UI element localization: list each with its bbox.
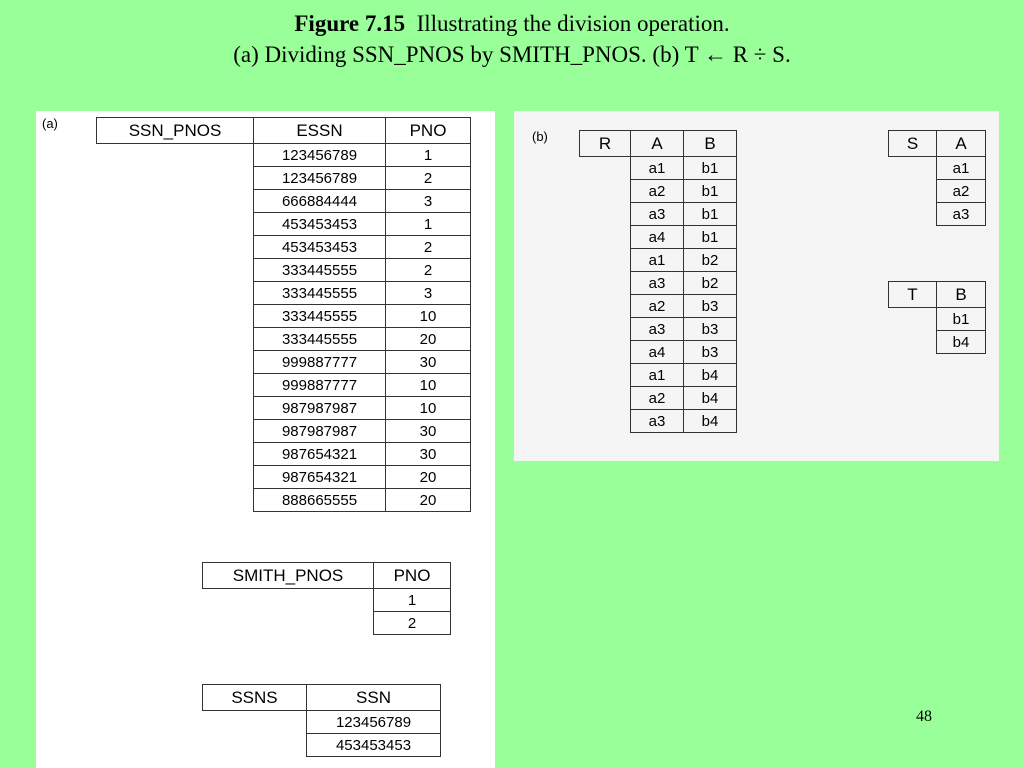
ssn-pnos-cell: 999887777 (254, 374, 386, 397)
r-row (580, 387, 737, 410)
blank-cell (97, 489, 254, 512)
blank-cell (580, 364, 631, 387)
smith-pnos-column-header: PNO (374, 563, 451, 589)
s-column-header: A (937, 131, 986, 157)
ssn-pnos-cell: 888665555 (254, 489, 386, 512)
r-row (580, 226, 737, 249)
r-row (580, 410, 737, 433)
r-cell: a3 (631, 410, 684, 433)
r-cell: b4 (684, 387, 737, 410)
ssn-pnos-cell: 10 (386, 374, 471, 397)
r-cell: b1 (684, 203, 737, 226)
s-relation-name: S (889, 131, 937, 157)
smith-pnos-table (202, 562, 451, 635)
blank-cell (203, 711, 307, 734)
t-cell: b1 (937, 308, 986, 331)
blank-cell (97, 466, 254, 489)
ssn-pnos-row (97, 466, 471, 489)
blank-cell (580, 387, 631, 410)
ssns-header-row (203, 685, 441, 711)
r-cell: b3 (684, 318, 737, 341)
r-cell: a2 (631, 180, 684, 203)
blank-cell (97, 374, 254, 397)
figure-panel-a (36, 111, 495, 768)
page-number: 48 (916, 708, 932, 725)
ssn-pnos-row (97, 443, 471, 466)
s-row (889, 203, 986, 226)
ssns-cell: 453453453 (307, 734, 441, 757)
figure-number: Figure 7.15 (294, 11, 406, 36)
ssn-pnos-cell: 2 (386, 167, 471, 190)
ssn-pnos-cell: 987654321 (254, 443, 386, 466)
s-cell: a3 (937, 203, 986, 226)
blank-cell (97, 259, 254, 282)
r-cell: a1 (631, 364, 684, 387)
r-cell: a3 (631, 272, 684, 295)
s-table (888, 130, 986, 226)
ssn-pnos-row (97, 236, 471, 259)
blank-cell (97, 213, 254, 236)
ssn-pnos-row (97, 282, 471, 305)
blank-cell (97, 144, 254, 167)
blank-cell (203, 734, 307, 757)
blank-cell (580, 203, 631, 226)
ssn-pnos-cell: 999887777 (254, 351, 386, 374)
title-line-1 (0, 8, 1024, 39)
r-cell: b2 (684, 249, 737, 272)
r-row (580, 364, 737, 387)
r-cell: b1 (684, 180, 737, 203)
r-table (579, 130, 737, 433)
ssn-pnos-cell: 1 (386, 144, 471, 167)
blank-cell (889, 180, 937, 203)
blank-cell (889, 308, 937, 331)
t-cell: b4 (937, 331, 986, 354)
t-column-header: B (937, 282, 986, 308)
ssn-pnos-cell: 2 (386, 259, 471, 282)
ssn-pnos-cell: 987654321 (254, 466, 386, 489)
ssn-pnos-row (97, 351, 471, 374)
ssns-row (203, 734, 441, 757)
blank-cell (580, 249, 631, 272)
ssn-pnos-cell: 333445555 (254, 259, 386, 282)
title-line-2: (a) Dividing SSN_PNOS by SMITH_PNOS. (b) T ← R ÷ S. (233, 42, 791, 67)
ssn-pnos-row (97, 397, 471, 420)
r-cell: b4 (684, 364, 737, 387)
r-column-header: A (631, 131, 684, 157)
blank-cell (97, 190, 254, 213)
r-cell: b1 (684, 226, 737, 249)
ssns-relation-name: SSNS (203, 685, 307, 711)
ssns-column-header: SSN (307, 685, 441, 711)
s-header-row (889, 131, 986, 157)
smith-pnos-row (203, 589, 451, 612)
t-table (888, 281, 986, 354)
t-row (889, 331, 986, 354)
blank-cell (97, 351, 254, 374)
blank-cell (97, 328, 254, 351)
smith-pnos-relation-name: SMITH_PNOS (203, 563, 374, 589)
ssn-pnos-row (97, 190, 471, 213)
ssn-pnos-cell: 30 (386, 443, 471, 466)
blank-cell (203, 612, 374, 635)
smith-pnos-header-row (203, 563, 451, 589)
r-cell: a4 (631, 341, 684, 364)
ssn-pnos-cell: 1 (386, 213, 471, 236)
ssn-pnos-cell: 123456789 (254, 144, 386, 167)
t-row (889, 308, 986, 331)
r-column-header: B (684, 131, 737, 157)
s-cell: a2 (937, 180, 986, 203)
ssns-table (202, 684, 441, 757)
ssn-pnos-cell: 3 (386, 282, 471, 305)
ssn-pnos-row (97, 489, 471, 512)
ssns-row (203, 711, 441, 734)
figure-caption: Illustrating the division operation. (416, 11, 730, 36)
r-cell: b4 (684, 410, 737, 433)
blank-cell (580, 272, 631, 295)
ssn-pnos-cell: 666884444 (254, 190, 386, 213)
blank-cell (97, 420, 254, 443)
ssn-pnos-cell: 30 (386, 351, 471, 374)
slide-title (0, 8, 1024, 70)
ssn-pnos-cell: 10 (386, 305, 471, 328)
ssn-pnos-table (96, 117, 471, 512)
r-cell: b2 (684, 272, 737, 295)
t-header-row (889, 282, 986, 308)
r-cell: a3 (631, 318, 684, 341)
blank-cell (580, 341, 631, 364)
blank-cell (97, 236, 254, 259)
r-row (580, 318, 737, 341)
blank-cell (97, 305, 254, 328)
ssn-pnos-cell: 333445555 (254, 328, 386, 351)
blank-cell (889, 157, 937, 180)
blank-cell (580, 410, 631, 433)
s-row (889, 157, 986, 180)
r-cell: b3 (684, 295, 737, 318)
ssn-pnos-row (97, 305, 471, 328)
blank-cell (580, 180, 631, 203)
ssn-pnos-cell: 3 (386, 190, 471, 213)
ssn-pnos-row (97, 420, 471, 443)
ssn-pnos-cell: 30 (386, 420, 471, 443)
r-cell: a1 (631, 157, 684, 180)
ssn-pnos-cell: 123456789 (254, 167, 386, 190)
r-row (580, 157, 737, 180)
ssn-pnos-row (97, 374, 471, 397)
ssn-pnos-relation-name: SSN_PNOS (97, 118, 254, 144)
ssn-pnos-cell: 987987987 (254, 397, 386, 420)
ssn-pnos-cell: 20 (386, 328, 471, 351)
ssn-pnos-column-header: PNO (386, 118, 471, 144)
r-cell: a3 (631, 203, 684, 226)
figure-panel-b (514, 111, 999, 461)
r-cell: a4 (631, 226, 684, 249)
blank-cell (580, 295, 631, 318)
blank-cell (889, 331, 937, 354)
r-cell: a1 (631, 249, 684, 272)
ssn-pnos-cell: 453453453 (254, 236, 386, 259)
ssn-pnos-cell: 987987987 (254, 420, 386, 443)
ssn-pnos-cell: 20 (386, 489, 471, 512)
blank-cell (580, 318, 631, 341)
ssns-cell: 123456789 (307, 711, 441, 734)
blank-cell (97, 443, 254, 466)
ssn-pnos-column-header: ESSN (254, 118, 386, 144)
ssn-pnos-row (97, 167, 471, 190)
smith-pnos-cell: 1 (374, 589, 451, 612)
blank-cell (97, 397, 254, 420)
ssn-pnos-row (97, 213, 471, 236)
r-row (580, 295, 737, 318)
ssn-pnos-cell: 333445555 (254, 282, 386, 305)
blank-cell (97, 282, 254, 305)
smith-pnos-cell: 2 (374, 612, 451, 635)
ssn-pnos-cell: 2 (386, 236, 471, 259)
panel-b-label: (b) (532, 129, 548, 144)
ssn-pnos-cell: 20 (386, 466, 471, 489)
s-cell: a1 (937, 157, 986, 180)
panel-a-label: (a) (42, 116, 58, 131)
r-row (580, 249, 737, 272)
ssn-pnos-cell: 453453453 (254, 213, 386, 236)
ssn-pnos-cell: 10 (386, 397, 471, 420)
r-row (580, 203, 737, 226)
r-cell: b1 (684, 157, 737, 180)
blank-cell (203, 589, 374, 612)
ssn-pnos-row (97, 144, 471, 167)
r-cell: a2 (631, 295, 684, 318)
s-row (889, 180, 986, 203)
r-header-row (580, 131, 737, 157)
ssn-pnos-row (97, 259, 471, 282)
blank-cell (889, 203, 937, 226)
blank-cell (580, 226, 631, 249)
r-row (580, 272, 737, 295)
blank-cell (97, 167, 254, 190)
ssn-pnos-header-row (97, 118, 471, 144)
ssn-pnos-cell: 333445555 (254, 305, 386, 328)
r-cell: b3 (684, 341, 737, 364)
r-relation-name: R (580, 131, 631, 157)
ssn-pnos-row (97, 328, 471, 351)
r-row (580, 341, 737, 364)
r-cell: a2 (631, 387, 684, 410)
t-relation-name: T (889, 282, 937, 308)
smith-pnos-row (203, 612, 451, 635)
blank-cell (580, 157, 631, 180)
r-row (580, 180, 737, 203)
